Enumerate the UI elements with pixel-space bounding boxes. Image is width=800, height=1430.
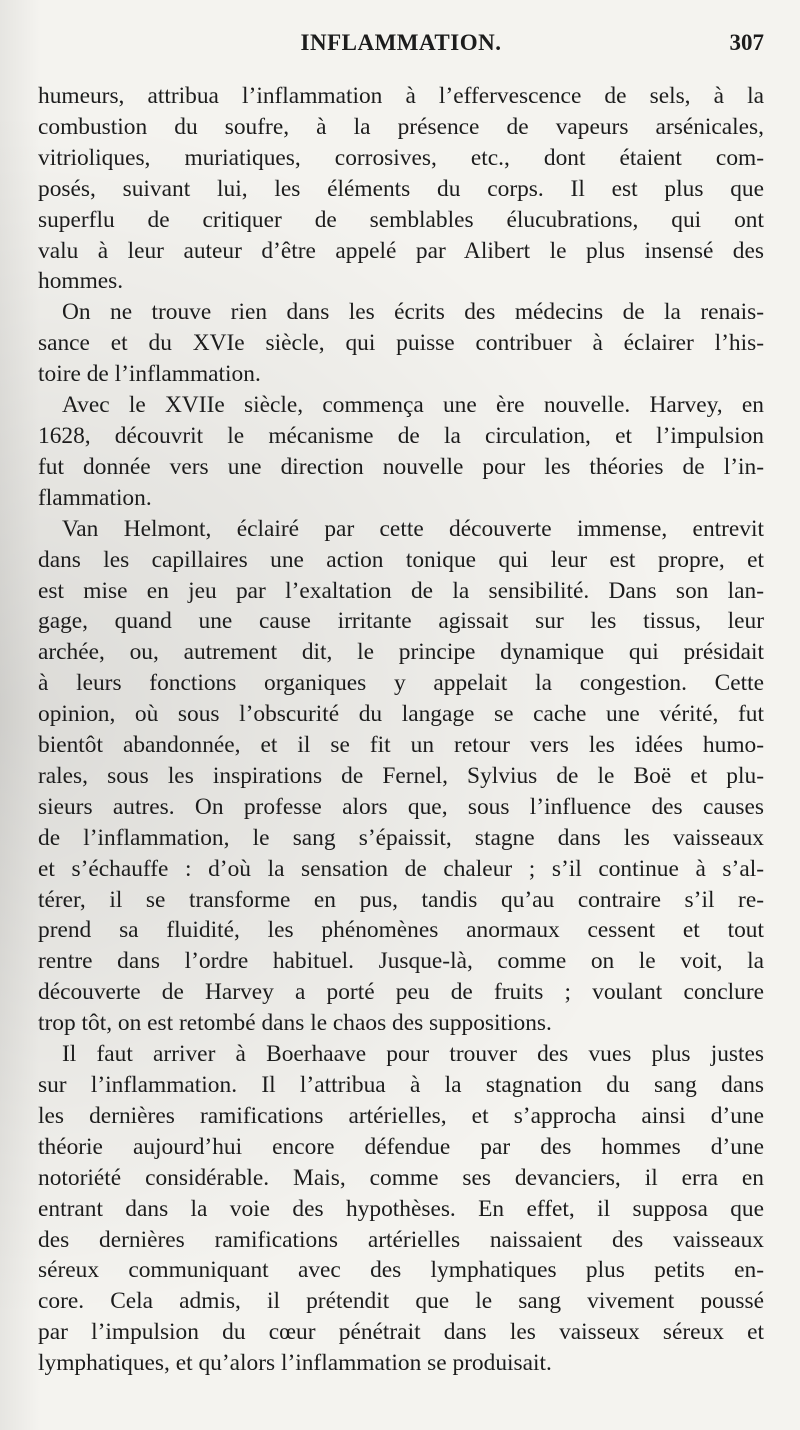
text-line: valu à leur auteur d’être appelé par Alibert le plus insensé des	[38, 237, 764, 264]
text-line: opinion, où sous l’obscurité du langage se cache une vérité, fut	[38, 701, 764, 728]
text-line: sance et du XVIe siècle, qui puisse contribuer à éclairer l’his-	[38, 330, 764, 357]
text-line: séreux communiquant avec des lymphatiques plus petits en-	[38, 1257, 764, 1284]
page-header	[38, 30, 764, 66]
text-line: lymphatiques, et qu’alors l’inflammation se produisait.	[38, 1350, 552, 1377]
text-line: des dernières ramifications artérielles naissaient des vaisseaux	[38, 1226, 764, 1253]
text-line: Il faut arriver à Boerhaave pour trouver des vues plus justes	[62, 1041, 764, 1068]
text-line: théorie aujourd’hui encore défendue par des hommes d’une	[38, 1133, 764, 1160]
text-line: sur l’inflammation. Il l’attribua à la stagnation du sang dans	[38, 1072, 764, 1098]
text-line: combustion du soufre, à la présence de vapeurs arsénicales,	[38, 113, 764, 140]
text-line: térer, il se transforme en pus, tandis qu’au contraire s’il re-	[38, 886, 764, 913]
paragraph	[38, 81, 764, 297]
text-line: notoriété considérable. Mais, comme ses devanciers, il erra en	[38, 1164, 764, 1191]
text-line: découverte de Harvey a porté peu de fruits ; voulant conclure	[38, 979, 764, 1006]
text-line: trop tôt, on est retombé dans le chaos des suppositions.	[38, 1010, 552, 1037]
text-line: rales, sous les inspirations de Fernel, Sylvius de le Boë et plu-	[38, 762, 764, 789]
text-line: Avec le XVIIe siècle, commença une ère nouvelle. Harvey, en	[62, 392, 764, 419]
text-line: vitrioliques, muriatiques, corrosives, etc., dont étaient com-	[38, 144, 764, 171]
text-line: par l’impulsion du cœur pénétrait dans les vaisseux séreux et	[38, 1319, 764, 1346]
text-line: sieurs autres. On professe alors que, sous l’influence des causes	[38, 793, 764, 820]
text-line: entrant dans la voie des hypothèses. En effet, il supposa que	[38, 1195, 764, 1222]
text-line: humeurs, attribua l’inflammation à l’effervescence de sels, à la	[38, 83, 764, 109]
text-line: Van Helmont, éclairé par cette découverte immense, entrevit	[62, 515, 764, 542]
text-line: prend sa fluidité, les phénomènes anormaux cessent et tout	[38, 917, 764, 944]
text-line: les dernières ramifications artérielles, et s’approcha ainsi d’une	[38, 1102, 764, 1129]
text-line: fut donnée vers une direction nouvelle pour les théories de l’in-	[38, 453, 764, 480]
text-line: rentre dans l’ordre habituel. Jusque-là, comme on le voit, la	[38, 948, 764, 975]
text-line: de l’inflammation, le sang s’épaissit, stagne dans les vaisseaux	[38, 824, 764, 851]
paragraph	[38, 514, 764, 1039]
text-line: core. Cela admis, il prétendit que le sang vivement poussé	[38, 1288, 764, 1315]
body-text	[38, 81, 764, 1379]
paragraph	[38, 390, 764, 514]
text-line: et s’échauffe : d’où la sensation de chaleur ; s’il continue à s’al-	[38, 855, 764, 882]
paragraph	[38, 297, 764, 390]
text-line: toire de l’inflammation.	[38, 361, 261, 388]
paragraph	[38, 1039, 764, 1379]
text-line: posés, suivant lui, les éléments du corps. Il est plus que	[38, 175, 764, 202]
text-line: dans les capillaires une action tonique qui leur est propre, et	[38, 546, 764, 573]
text-line: superflu de critiquer de semblables élucubrations, qui ont	[38, 206, 764, 233]
text-line: 1628, découvrit le mécanisme de la circulation, et l’impulsion	[38, 422, 764, 449]
text-line: à leurs fonctions organiques y appelait la congestion. Cette	[38, 670, 764, 697]
text-line: flammation.	[38, 484, 152, 511]
text-line: archée, ou, autrement dit, le principe dynamique qui présidait	[38, 639, 764, 666]
running-title: INFLAMMATION.	[300, 30, 502, 55]
text-line: hommes.	[38, 268, 124, 295]
text-line: est mise en jeu par l’exaltation de la sensibilité. Dans son lan-	[38, 577, 764, 604]
text-line: On ne trouve rien dans les écrits des médecins de la renais-	[62, 299, 764, 326]
page-number: 307	[729, 30, 764, 55]
text-line: bientôt abandonnée, et il se fit un retour vers les idées humo-	[38, 732, 764, 759]
text-line: gage, quand une cause irritante agissait sur les tissus, leur	[38, 608, 764, 635]
